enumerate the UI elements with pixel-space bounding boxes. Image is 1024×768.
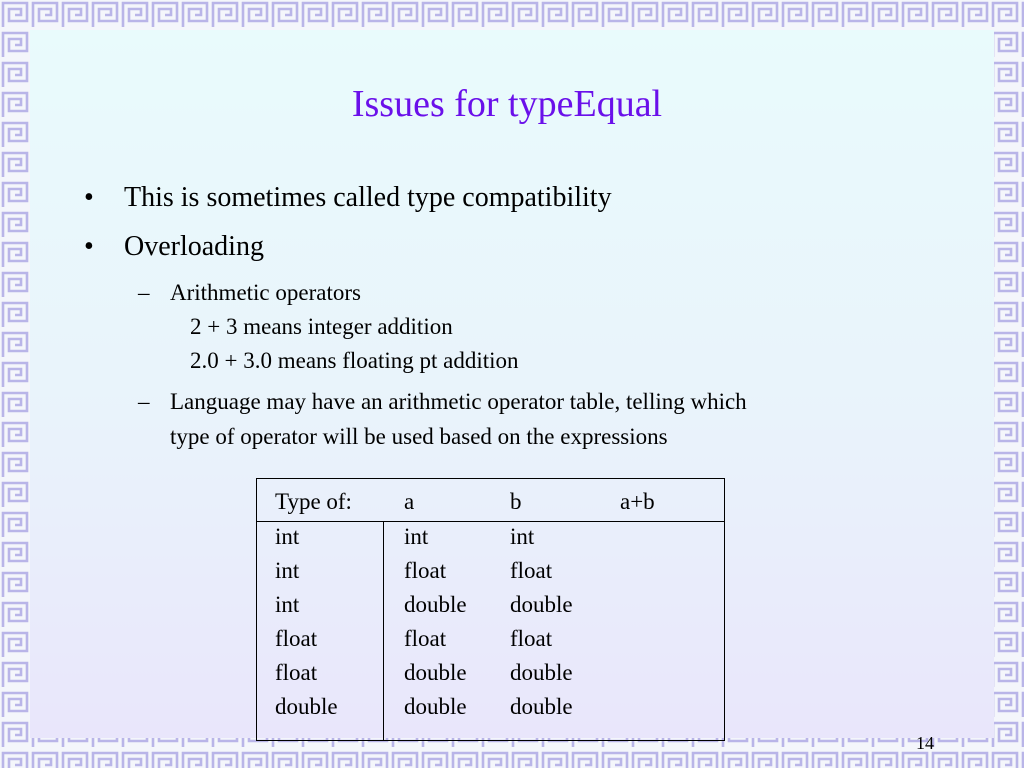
table-cell: double	[510, 592, 573, 617]
bullet-marker: •	[84, 231, 94, 262]
table-cell: double	[404, 592, 467, 617]
table-cell: double	[510, 694, 573, 719]
bullet-text: This is sometimes called type compatibility	[124, 182, 612, 213]
subbullet-item	[138, 276, 361, 310]
table-cell: float	[510, 558, 553, 583]
bullet-item	[84, 181, 612, 215]
subbullet-text: Arithmetic operators	[170, 280, 361, 305]
page-number: 14	[916, 733, 934, 753]
table-header: a	[404, 489, 415, 514]
slide-title: Issues for typeEqual	[351, 83, 663, 125]
table-cell: double	[275, 694, 338, 719]
example-line: 2 + 3 means integer addition	[190, 314, 453, 339]
table-cell: float	[404, 626, 447, 651]
subbullet-marker: –	[138, 280, 150, 305]
bullet-item	[84, 230, 264, 264]
table-cell: int	[275, 524, 300, 549]
table-cell: int	[510, 524, 535, 549]
bullet-marker: •	[84, 182, 94, 213]
subbullet-item	[138, 385, 747, 419]
table-cell: double	[404, 694, 467, 719]
table-cell: int	[404, 524, 429, 549]
subbullet-continuation: type of operator will be used based on the expressions	[170, 424, 668, 449]
table-cell: float	[275, 660, 318, 685]
table-cell: double	[404, 660, 467, 685]
operator-type-table	[256, 478, 725, 741]
table-header-rule	[257, 521, 724, 522]
table-cell: int	[275, 592, 300, 617]
subbullet-text: Language may have an arithmetic operator table, telling which	[170, 389, 747, 414]
example-line: 2.0 + 3.0 means floating pt addition	[190, 348, 519, 373]
table-cell: float	[275, 626, 318, 651]
table-cell: double	[510, 660, 573, 685]
table-cell: int	[275, 558, 300, 583]
table-cell: float	[510, 626, 553, 651]
subbullet-marker: –	[138, 389, 150, 414]
table-column-rule	[383, 521, 384, 741]
bullet-text: Overloading	[124, 231, 264, 262]
table-header: b	[510, 489, 522, 514]
table-header: a+b	[620, 489, 655, 514]
table-header: Type of:	[275, 489, 352, 514]
table-cell: float	[404, 558, 447, 583]
